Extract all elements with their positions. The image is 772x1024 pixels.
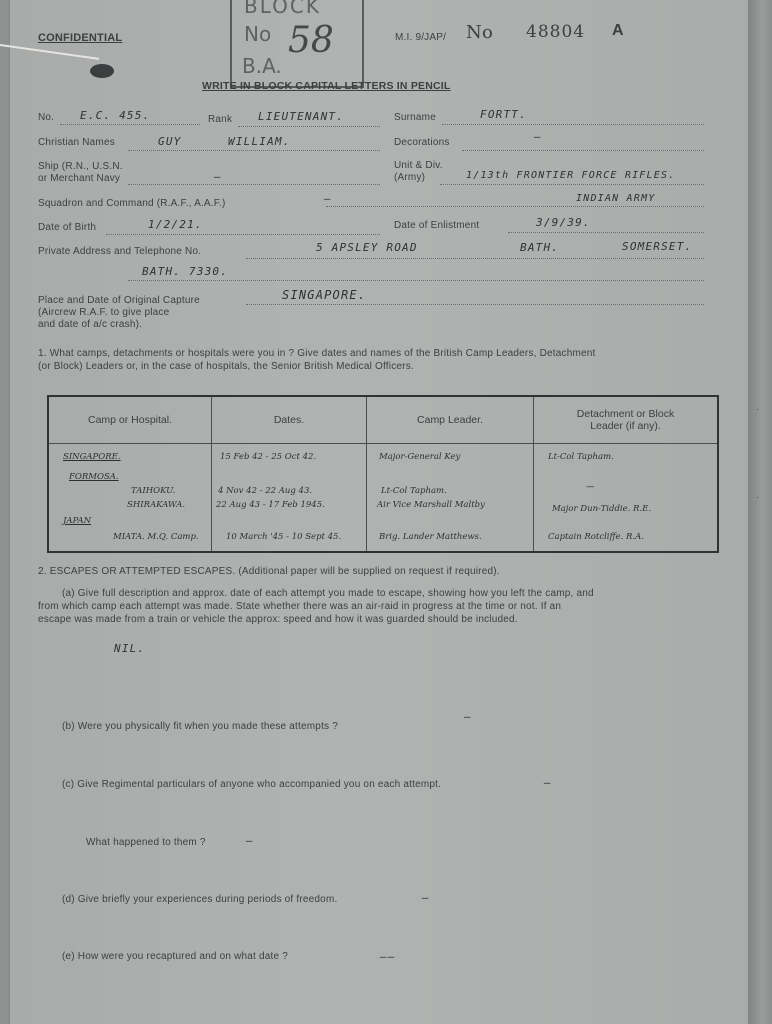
classification: CONFIDENTIAL <box>38 32 123 44</box>
stamp-line1: BLOCK <box>244 0 321 18</box>
capture-label-3: and date of a/c crash). <box>38 319 143 330</box>
dob-line <box>106 234 380 235</box>
ship-line <box>128 184 380 185</box>
squadron-value: — <box>324 192 332 205</box>
leader-cell <box>367 444 534 553</box>
det-2: — <box>586 482 595 492</box>
ship-label-2: or Merchant Navy <box>38 173 121 184</box>
edge-mark-1: · <box>756 404 760 415</box>
block-stamp <box>230 0 364 88</box>
address-value-2: BATH. <box>520 241 560 254</box>
q2-c: (c) Give Regimental particulars of anyone who accompanied you on each attempt. <box>62 779 442 790</box>
stamp-number: 58 <box>288 20 334 61</box>
instruction: WRITE IN BLOCK CAPITAL LETTERS IN PENCIL <box>202 80 451 92</box>
q2-a-line2: from which camp each attempt was made. State whether there was an air-raid in progress at the time or not. If an <box>38 601 562 612</box>
page-edge <box>748 0 772 1024</box>
capture-label-1: Place and Date of Original Capture <box>38 295 200 306</box>
q2-b: (b) Were you physically fit when you made these attempts ? <box>62 721 338 732</box>
surname-label: Surname <box>394 112 436 123</box>
q2-a-line1: (a) Give full description and approx. date of each attempt you made to escape, showing how you left the camp, and <box>62 588 594 599</box>
squadron-label: Squadron and Command (R.A.F., A.A.F.) <box>38 198 226 209</box>
address-line-2 <box>128 280 704 281</box>
capture-line <box>246 304 704 305</box>
q2-a-answer: NIL. <box>114 642 146 655</box>
leader-3: Air Vice Marshall Maltby <box>377 500 485 510</box>
address-value-3: SOMERSET. <box>622 240 693 253</box>
address-label: Private Address and Telephone No. <box>38 246 202 257</box>
leader-1: Major-General Key <box>379 452 461 462</box>
rank-value: LIEUTENANT. <box>258 110 345 123</box>
col-detachment <box>534 396 719 444</box>
christian-label: Christian Names <box>38 137 115 148</box>
stamp-line3: B.A. <box>242 54 282 78</box>
col-leader: Camp Leader. <box>367 396 534 444</box>
date-4: 10 March '45 - 10 Sept 45. <box>226 532 342 542</box>
address-line <box>246 258 704 259</box>
address-value-4: BATH. 7330. <box>142 265 229 278</box>
unit-value-1: 1/13th FRONTIER FORCE RIFLES. <box>466 170 676 181</box>
q2-c2-answer: — <box>246 834 254 847</box>
unit-line-2 <box>326 206 704 207</box>
camps-table <box>47 395 719 553</box>
dates-cell <box>212 444 367 553</box>
det-3: Major Dun-Tiddie. R.E. <box>552 504 652 514</box>
decorations-line <box>462 150 704 151</box>
enlist-label: Date of Enlistment <box>394 220 480 231</box>
form-ref: M.I. 9/JAP/ <box>395 32 447 43</box>
capture-value: SINGAPORE. <box>282 288 367 302</box>
no-value: E.C. 455. <box>80 109 151 122</box>
leader-4: Brig. Lander Matthews. <box>379 532 482 542</box>
no-label: No <box>466 22 493 43</box>
enlist-line <box>508 232 704 233</box>
christian-value-second: WILLIAM. <box>228 135 291 148</box>
camp-japan: JAPAN <box>63 516 92 526</box>
capture-label-2: (Aircrew R.A.F. to give place <box>38 307 170 318</box>
decorations-value: — <box>534 130 542 143</box>
no-field-label: No. <box>38 112 55 123</box>
tag-knot <box>90 64 114 78</box>
dob-value: 1/2/21. <box>148 218 203 231</box>
det-1: Lt-Col Tapham. <box>548 452 614 462</box>
det-4: Captain Rotcliffe. R.A. <box>548 532 644 542</box>
q2-a-line3: escape was made from a train or vehicle the approx: speed and how it was guarded should be included. <box>38 614 518 625</box>
dob-label: Date of Birth <box>38 222 97 233</box>
camp-shirakawa: SHIRAKAWA. <box>127 500 186 510</box>
date-3: 22 Aug 43 - 17 Feb 1945. <box>216 500 325 510</box>
col-detachment-line1: Detachment or Block <box>576 408 675 420</box>
surname-line <box>442 124 704 125</box>
col-detachment-line2: Leader (if any). <box>590 420 661 432</box>
camp-miata: MIATA. M.Q. Camp. <box>113 532 199 542</box>
serial-suffix: A <box>612 22 624 39</box>
q2-d-answer: — <box>422 891 430 904</box>
q2-d: (d) Give briefly your experiences during periods of freedom. <box>62 894 338 905</box>
christian-value-first: GUY <box>158 135 182 148</box>
unit-label-1: Unit & Div. <box>394 160 443 171</box>
col-camp: Camp or Hospital. <box>48 396 212 444</box>
christian-line <box>128 150 380 151</box>
rank-line <box>238 126 380 127</box>
camp-singapore: SINGAPORE. <box>63 452 121 462</box>
camp-taihoku: TAIHOKU. <box>131 486 176 496</box>
detachment-cell <box>534 444 719 553</box>
decorations-label: Decorations <box>394 137 450 148</box>
q2-e: (e) How were you recaptured and on what date ? <box>62 951 288 962</box>
date-2: 4 Nov 42 - 22 Aug 43. <box>218 486 313 496</box>
q2-heading: 2. ESCAPES OR ATTEMPTED ESCAPES. (Additional paper will be supplied on request if required). <box>38 566 500 577</box>
col-dates: Dates. <box>212 396 367 444</box>
edge-mark-2: · <box>756 492 760 503</box>
q2-c2: What happened to them ? <box>86 837 206 848</box>
ship-value: — <box>214 170 222 183</box>
q1-text-2: (or Block) Leaders or, in the case of hospitals, the Senior British Medical Officers. <box>38 361 414 372</box>
date-1: 15 Feb 42 - 25 Oct 42. <box>220 452 317 462</box>
q2-c-answer: — <box>544 776 552 789</box>
unit-label-2: (Army) <box>394 172 426 183</box>
no-line <box>60 124 200 125</box>
camp-formosa: FORMOSA. <box>69 472 119 482</box>
serial-number: 48804 <box>526 22 586 42</box>
q2-e-answer: —— <box>380 950 396 963</box>
ship-label-1: Ship (R.N., U.S.N. <box>38 161 123 172</box>
form-page <box>10 0 748 1024</box>
rank-label: Rank <box>208 114 233 125</box>
q1-text-1: 1. What camps, detachments or hospitals were you in ? Give dates and names of the British Camp Leaders, Detachment <box>38 348 596 359</box>
q2-b-answer: — <box>464 710 472 723</box>
surname-value: FORTT. <box>480 108 527 121</box>
unit-line <box>440 184 704 185</box>
unit-value-2: INDIAN ARMY <box>576 193 656 204</box>
leader-2: Lt-Col Tapham. <box>381 486 447 496</box>
stamp-line2: No <box>244 22 272 46</box>
camp-cell <box>48 444 212 553</box>
enlist-value: 3/9/39. <box>536 216 591 229</box>
address-value-1: 5 APSLEY ROAD <box>316 241 418 254</box>
